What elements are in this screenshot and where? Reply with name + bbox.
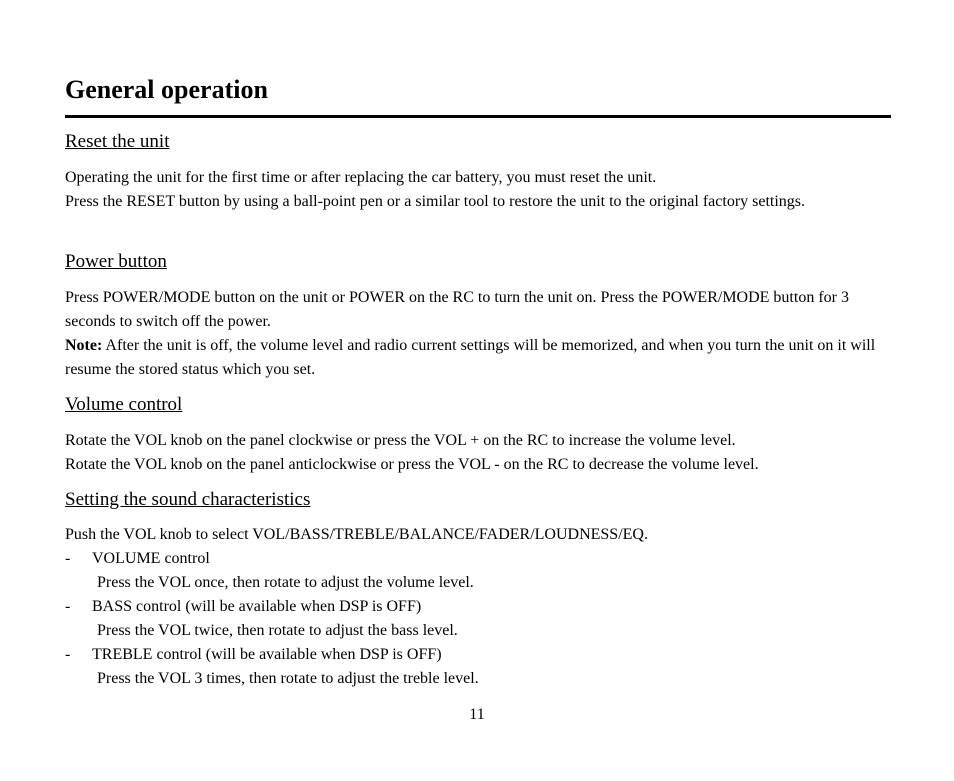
page-title: General operation (65, 75, 268, 104)
note-label: Note: (65, 337, 103, 354)
section-body-reset (65, 166, 891, 214)
list-bullet: - (65, 550, 71, 567)
list-item (65, 547, 891, 571)
list-item-detail: Press the VOL 3 times, then rotate to adjust the treble level. (97, 670, 479, 687)
list-item-detail: Press the VOL once, then rotate to adjust the volume level. (97, 574, 474, 591)
list-item-label: TREBLE control (will be available when DSP is OFF) (92, 646, 442, 663)
list-item-detail: Press the VOL twice, then rotate to adjust the bass level. (97, 622, 458, 639)
section-heading-sound: Setting the sound characteristics (65, 489, 311, 510)
list-item-label: VOLUME control (92, 550, 210, 567)
section-heading-volume: Volume control (65, 394, 183, 415)
section-body-volume (65, 429, 891, 477)
paragraph: Rotate the VOL knob on the panel clockwise or press the VOL + on the RC to increase the volume level. (65, 432, 736, 449)
list-item (65, 595, 891, 619)
section-body-sound (65, 523, 891, 547)
sound-control-list (65, 547, 891, 691)
section-heading-reset: Reset the unit (65, 131, 170, 152)
list-item (65, 643, 891, 667)
note-text: After the unit is off, the volume level and radio current settings will be memorized, and when you turn the unit on it will resume the stored status which you set. (65, 337, 876, 378)
list-bullet: - (65, 598, 71, 615)
paragraph: Press POWER/MODE button on the unit or POWER on the RC to turn the unit on. Press the POWER/MODE button for 3 seconds to switch off the power. (65, 289, 849, 330)
note-paragraph (65, 334, 891, 382)
paragraph: Push the VOL knob to select VOL/BASS/TREBLE/BALANCE/FADER/LOUDNESS/EQ. (65, 526, 648, 543)
paragraph: Rotate the VOL knob on the panel anticlockwise or press the VOL - on the RC to decrease the volume level. (65, 456, 759, 473)
list-bullet: - (65, 646, 71, 663)
page-number: 11 (469, 706, 485, 723)
section-heading-power: Power button (65, 251, 167, 272)
list-item-label: BASS control (will be available when DSP is OFF) (92, 598, 422, 615)
paragraph: Press the RESET button by using a ball-point pen or a similar tool to restore the unit to the original factory settings. (65, 193, 806, 210)
paragraph: Operating the unit for the first time or after replacing the car battery, you must reset the unit. (65, 169, 657, 186)
title-divider (65, 115, 891, 118)
section-body-power (65, 286, 891, 382)
